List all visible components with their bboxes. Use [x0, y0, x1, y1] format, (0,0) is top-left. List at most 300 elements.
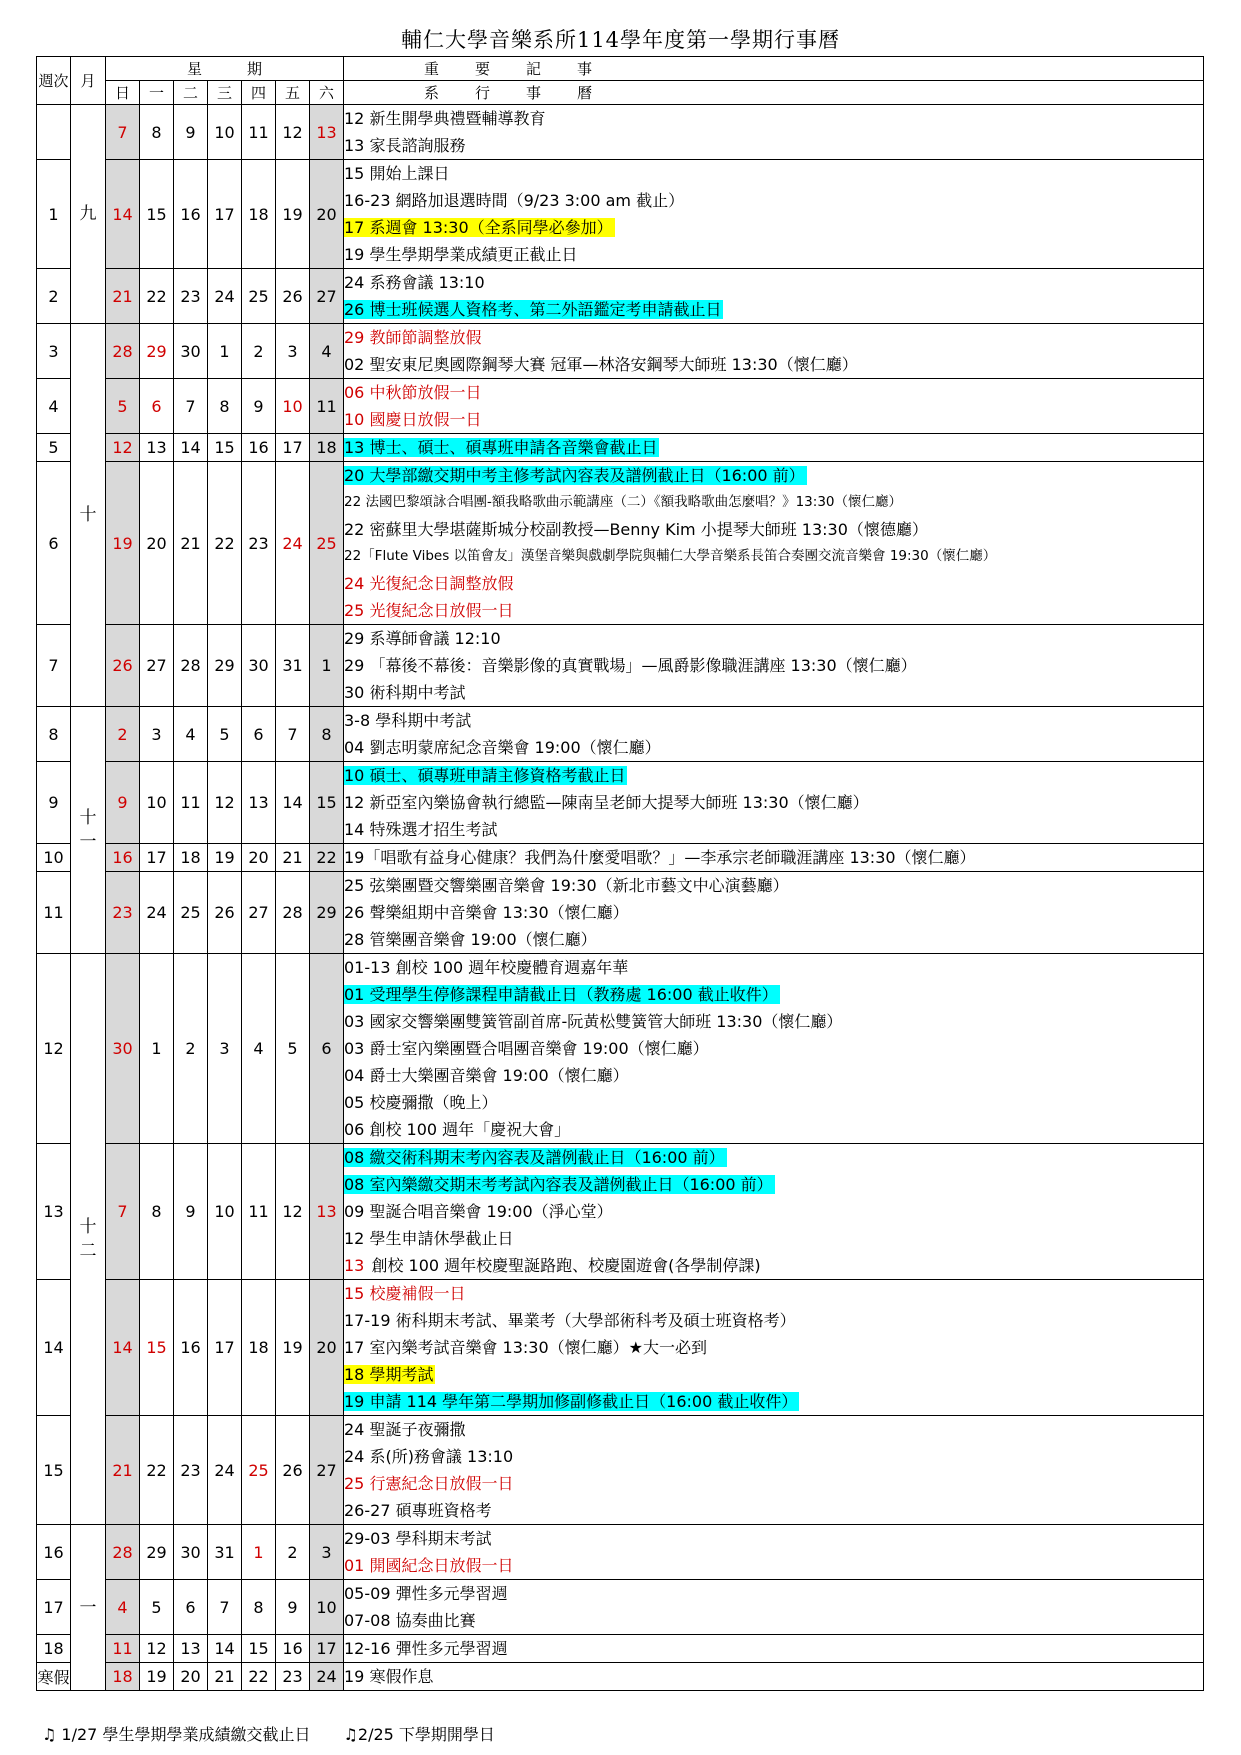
week-row	[37, 434, 1204, 462]
day-header-sun: 日	[106, 81, 140, 105]
event-text: 13 創校 100 週年校慶聖誕路跑、校慶園遊會(各學制停課)	[344, 1256, 761, 1275]
day-cell: 9	[106, 762, 140, 844]
event-line	[344, 872, 1203, 899]
day-cell: 20	[310, 1280, 344, 1416]
event-text: 24 聖誕子夜彌撒	[344, 1420, 466, 1439]
day-cell: 23	[174, 1416, 208, 1525]
day-header-fri: 五	[276, 81, 310, 105]
week-number: 18	[37, 1635, 71, 1663]
day-cell: 19	[276, 1280, 310, 1416]
day-header-sat: 六	[310, 81, 344, 105]
week-number: 6	[37, 462, 71, 625]
day-cell: 13	[310, 105, 344, 160]
day-cell: 12	[208, 762, 242, 844]
day-cell: 12	[276, 1144, 310, 1280]
event-text: 04 爵士大樂團音樂會 19:00（懷仁廳）	[344, 1066, 629, 1085]
event-text: 09 聖誕合唱音樂會 19:00（淨心堂）	[344, 1202, 613, 1221]
week-number: 14	[37, 1280, 71, 1416]
day-cell: 16	[276, 1635, 310, 1663]
event-line	[344, 707, 1203, 734]
week-row	[37, 1635, 1204, 1663]
day-cell: 20	[140, 462, 174, 625]
day-cell: 4	[310, 324, 344, 379]
event-text: 22 法國巴黎頌詠合唱團-額我略歌曲示範講座（二）《額我略歌曲怎麼唱？》13:30（懷仁廳）	[344, 494, 902, 510]
day-cell: 24	[310, 1663, 344, 1691]
event-line	[344, 1035, 1203, 1062]
event-text: 13 家長諮詢服務	[344, 136, 466, 155]
week-number: 8	[37, 707, 71, 762]
event-line	[344, 269, 1203, 296]
event-text: 22「Flute Vibes 以笛會友」漢堡音樂與戲劇學院與輔仁大學音樂系長笛合奏團交流音樂會 19:30（懷仁廳）	[344, 548, 997, 564]
event-line	[344, 241, 1203, 268]
day-cell: 17	[310, 1635, 344, 1663]
day-cell: 8	[140, 1144, 174, 1280]
day-cell: 24	[276, 462, 310, 625]
day-cell: 29	[208, 625, 242, 707]
event-line	[344, 1225, 1203, 1252]
day-cell: 13	[140, 434, 174, 462]
event-line	[344, 379, 1203, 406]
day-cell: 3	[276, 324, 310, 379]
event-text: 24 系務會議 13:10	[344, 273, 485, 292]
week-number: 2	[37, 269, 71, 324]
event-text: 3-8 學科期中考試	[344, 711, 472, 730]
important-header: 重 要 記 事	[344, 57, 1204, 81]
day-cell: 1	[310, 625, 344, 707]
events-cell	[344, 269, 1204, 324]
day-cell: 2	[106, 707, 140, 762]
event-line	[344, 899, 1203, 926]
week-header: 週次	[37, 57, 71, 105]
day-cell: 24	[208, 1416, 242, 1525]
day-cell: 4	[106, 1580, 140, 1635]
day-cell: 26	[106, 625, 140, 707]
event-line	[344, 1580, 1203, 1607]
event-line	[344, 1497, 1203, 1524]
event-text: 24 光復紀念日調整放假	[344, 574, 514, 593]
day-cell: 17	[276, 434, 310, 462]
day-cell: 28	[106, 324, 140, 379]
day-cell: 31	[276, 625, 310, 707]
day-cell: 29	[140, 324, 174, 379]
day-cell: 28	[174, 625, 208, 707]
event-line	[344, 1116, 1203, 1143]
day-cell: 24	[208, 269, 242, 324]
event-date-prefix: 13	[344, 1256, 365, 1275]
event-line	[344, 734, 1203, 761]
event-text: 10 國慶日放假一日	[344, 410, 482, 429]
dept-header: 系 行 事 曆	[344, 81, 1204, 105]
day-cell: 23	[276, 1663, 310, 1691]
week-row	[37, 844, 1204, 872]
week-number: 13	[37, 1144, 71, 1280]
week-row	[37, 324, 1204, 379]
day-cell: 6	[174, 1580, 208, 1635]
events-cell	[344, 1635, 1204, 1663]
day-cell: 15	[140, 1280, 174, 1416]
event-line	[344, 351, 1203, 378]
day-cell: 27	[140, 625, 174, 707]
day-cell: 21	[174, 462, 208, 625]
event-line	[344, 762, 1203, 789]
event-text: 03 爵士室內樂團暨合唱團音樂會 19:00（懷仁廳）	[344, 1039, 709, 1058]
events-cell	[344, 872, 1204, 954]
week-number: 寒假	[37, 1663, 71, 1691]
event-line	[344, 434, 1203, 461]
day-cell: 10	[140, 762, 174, 844]
day-cell: 27	[310, 1416, 344, 1525]
footer-note-grades: ♫ 1/27 學生學期學業成績繳交截止日	[42, 1725, 311, 1744]
day-cell: 2	[276, 1525, 310, 1580]
event-line	[344, 816, 1203, 843]
day-cell: 21	[106, 1416, 140, 1525]
day-cell: 18	[310, 434, 344, 462]
day-cell: 14	[208, 1635, 242, 1663]
event-text: 29 教師節調整放假	[344, 328, 482, 347]
day-cell: 5	[276, 954, 310, 1144]
month-cell	[71, 1525, 106, 1691]
week-number: 16	[37, 1525, 71, 1580]
event-text: 28 管樂團音樂會 19:00（懷仁廳）	[344, 930, 597, 949]
day-cell: 25	[174, 872, 208, 954]
week-number: 5	[37, 434, 71, 462]
month-cell	[71, 105, 106, 324]
day-cell: 20	[242, 844, 276, 872]
day-cell: 29	[140, 1525, 174, 1580]
events-cell	[344, 324, 1204, 379]
day-cell: 31	[208, 1525, 242, 1580]
day-cell: 28	[106, 1525, 140, 1580]
event-text: 12-16 彈性多元學習週	[344, 1639, 508, 1658]
week-row	[37, 269, 1204, 324]
weekday-group-header: 星 期	[106, 57, 344, 81]
day-cell: 1	[242, 1525, 276, 1580]
month-label: 十	[79, 505, 97, 525]
month-label: 一	[79, 1597, 97, 1618]
day-cell: 5	[106, 379, 140, 434]
day-cell: 14	[276, 762, 310, 844]
day-cell: 13	[310, 1144, 344, 1280]
day-cell: 14	[106, 1280, 140, 1416]
event-line	[344, 1171, 1203, 1198]
event-text: 25 行憲紀念日放假一日	[344, 1474, 514, 1493]
day-cell: 23	[242, 462, 276, 625]
day-cell: 21	[208, 1663, 242, 1691]
day-cell: 7	[276, 707, 310, 762]
day-cell: 30	[174, 324, 208, 379]
event-text: 14 特殊選才招生考試	[344, 820, 498, 839]
day-cell: 4	[242, 954, 276, 1144]
event-line	[344, 652, 1203, 679]
day-cell: 14	[106, 160, 140, 269]
event-text: 19 寒假作息	[344, 1667, 434, 1686]
event-line	[344, 1388, 1203, 1415]
event-text: 05 校慶彌撒（晚上）	[344, 1093, 498, 1112]
day-cell: 10	[310, 1580, 344, 1635]
day-cell: 17	[208, 1280, 242, 1416]
day-header-thu: 四	[242, 81, 276, 105]
day-cell: 11	[242, 1144, 276, 1280]
day-cell: 17	[140, 844, 174, 872]
day-cell: 11	[310, 379, 344, 434]
events-cell	[344, 707, 1204, 762]
day-cell: 5	[208, 707, 242, 762]
event-text: 07-08 協奏曲比賽	[344, 1611, 476, 1630]
event-text: 29 系導師會議 12:10	[344, 629, 501, 648]
week-row	[37, 954, 1204, 1144]
week-row	[37, 625, 1204, 707]
event-text: 19 學生學期學業成績更正截止日	[344, 245, 578, 264]
events-cell	[344, 1525, 1204, 1580]
day-cell: 11	[242, 105, 276, 160]
event-text: 03 國家交響樂團雙簧管副首席-阮黃松雙簧管大師班 13:30（懷仁廳）	[344, 1012, 843, 1031]
day-cell: 22	[140, 269, 174, 324]
event-text: 16-23 網路加退選時間（9/23 3:00 am 截止）	[344, 191, 685, 210]
week-row	[37, 1280, 1204, 1416]
event-line	[344, 1280, 1203, 1307]
footer-note-semester-start: ♫2/25 下學期開學日	[343, 1725, 495, 1744]
events-cell	[344, 1144, 1204, 1280]
event-text: 19「唱歌有益身心健康？我們為什麼愛唱歌？」—李承宗老師職涯講座 13:30（懷仁廳）	[344, 848, 976, 867]
day-cell: 8	[310, 707, 344, 762]
events-cell	[344, 844, 1204, 872]
day-cell: 4	[174, 707, 208, 762]
week-row	[37, 1663, 1204, 1691]
event-line	[344, 1525, 1203, 1552]
month-label: 十一	[79, 808, 97, 852]
day-cell: 16	[106, 844, 140, 872]
day-cell: 22	[140, 1416, 174, 1525]
event-text: 15 校慶補假一日	[344, 1284, 466, 1303]
week-number: 9	[37, 762, 71, 844]
day-cell: 15	[208, 434, 242, 462]
week-row	[37, 1416, 1204, 1525]
week-number: 4	[37, 379, 71, 434]
week-number: 7	[37, 625, 71, 707]
events-cell	[344, 954, 1204, 1144]
event-line	[344, 1663, 1203, 1690]
event-line	[344, 1607, 1203, 1634]
day-cell: 16	[174, 1280, 208, 1416]
week-number: 11	[37, 872, 71, 954]
event-text: 12 新生開學典禮暨輔導教育	[344, 109, 546, 128]
day-cell: 26	[276, 269, 310, 324]
day-cell: 19	[140, 1663, 174, 1691]
footer-notes	[42, 1722, 523, 1745]
event-line	[344, 1198, 1203, 1225]
event-text: 15 開始上課日	[344, 164, 450, 183]
event-text: 06 中秋節放假一日	[344, 383, 482, 402]
event-text: 20 大學部繳交期中考主修考試內容表及譜例截止日（16:00 前）	[344, 466, 805, 485]
event-text: 10 碩士、碩專班申請主修資格考截止日	[344, 766, 626, 785]
day-cell: 5	[140, 1580, 174, 1635]
event-text: 08 繳交術科期末考內容表及譜例截止日（16:00 前）	[344, 1148, 725, 1167]
day-cell: 27	[242, 872, 276, 954]
month-label: 九	[79, 204, 97, 224]
day-cell: 25	[242, 269, 276, 324]
week-row	[37, 105, 1204, 160]
event-text: 17 室內樂考試音樂會 13:30（懷仁廳）★大一必到	[344, 1338, 707, 1357]
event-text: 01-13 創校 100 週年校慶體育週嘉年華	[344, 958, 629, 977]
month-cell	[71, 324, 106, 707]
day-cell: 30	[106, 954, 140, 1144]
day-cell: 25	[310, 462, 344, 625]
day-cell: 11	[174, 762, 208, 844]
event-line	[344, 132, 1203, 159]
day-cell: 3	[140, 707, 174, 762]
day-cell: 18	[106, 1663, 140, 1691]
event-line	[344, 160, 1203, 187]
event-line	[344, 489, 1203, 516]
event-text: 24 系(所)務會議 13:10	[344, 1447, 514, 1466]
event-text: 26 博士班候選人資格考、第二外語鑑定考申請截止日	[344, 300, 722, 319]
event-line	[344, 1470, 1203, 1497]
event-line	[344, 926, 1203, 953]
events-cell	[344, 160, 1204, 269]
week-number: 10	[37, 844, 71, 872]
event-text: 12 新亞室內樂協會執行總監—陳南呈老師大提琴大師班 13:30（懷仁廳）	[344, 793, 869, 812]
day-cell: 8	[242, 1580, 276, 1635]
event-text: 18 學期考試	[344, 1365, 434, 1384]
event-line	[344, 1008, 1203, 1035]
day-cell: 18	[242, 1280, 276, 1416]
day-cell: 8	[208, 379, 242, 434]
day-cell: 19	[106, 462, 140, 625]
day-cell: 9	[174, 1144, 208, 1280]
day-cell: 18	[174, 844, 208, 872]
event-line	[344, 462, 1203, 489]
day-cell: 9	[174, 105, 208, 160]
month-cell	[71, 707, 106, 954]
event-line	[344, 570, 1203, 597]
day-cell: 6	[242, 707, 276, 762]
day-cell: 26	[276, 1416, 310, 1525]
event-text: 01 開國紀念日放假一日	[344, 1556, 514, 1575]
day-cell: 7	[106, 1144, 140, 1280]
event-text: 29 「幕後不幕後：音樂影像的真實戰場」—風爵影像職涯講座 13:30（懷仁廳）	[344, 656, 917, 675]
events-cell	[344, 1580, 1204, 1635]
event-line	[344, 597, 1203, 624]
day-cell: 22	[208, 462, 242, 625]
event-text: 25 光復紀念日放假一日	[344, 601, 514, 620]
day-cell: 2	[242, 324, 276, 379]
day-cell: 21	[276, 844, 310, 872]
events-cell	[344, 1663, 1204, 1691]
day-cell: 26	[208, 872, 242, 954]
events-cell	[344, 1416, 1204, 1525]
event-line	[344, 296, 1203, 323]
event-text: 05-09 彈性多元學習週	[344, 1584, 508, 1603]
event-line	[344, 543, 1203, 570]
day-cell: 12	[276, 105, 310, 160]
event-line	[344, 324, 1203, 351]
event-text: 22 密蘇里大學堪薩斯城分校副教授—Benny Kim 小提琴大師班 13:30（懷德廳）	[344, 520, 928, 539]
day-cell: 22	[310, 844, 344, 872]
day-cell: 24	[140, 872, 174, 954]
calendar-table	[36, 56, 1204, 1691]
day-header-tue: 二	[174, 81, 208, 105]
event-line	[344, 1307, 1203, 1334]
day-cell: 6	[310, 954, 344, 1144]
month-label: 十二	[79, 1217, 97, 1261]
day-cell: 30	[242, 625, 276, 707]
day-cell: 6	[140, 379, 174, 434]
day-cell: 8	[140, 105, 174, 160]
day-cell: 15	[242, 1635, 276, 1663]
day-cell: 16	[174, 160, 208, 269]
event-line	[344, 679, 1203, 706]
events-cell	[344, 762, 1204, 844]
day-cell: 12	[140, 1635, 174, 1663]
event-text: 25 弦樂團暨交響樂團音樂會 19:30（新北市藝文中心演藝廳）	[344, 876, 789, 895]
day-cell: 21	[106, 269, 140, 324]
event-line	[344, 105, 1203, 132]
day-cell: 18	[242, 160, 276, 269]
event-line	[344, 214, 1203, 241]
week-row	[37, 707, 1204, 762]
day-cell: 23	[174, 269, 208, 324]
event-text: 12 學生申請休學截止日	[344, 1229, 514, 1248]
day-cell: 15	[310, 762, 344, 844]
event-line	[344, 844, 1203, 871]
events-cell	[344, 625, 1204, 707]
day-cell: 1	[208, 324, 242, 379]
event-line	[344, 1552, 1203, 1579]
events-cell	[344, 462, 1204, 625]
day-cell: 7	[208, 1580, 242, 1635]
event-text: 26-27 碩專班資格考	[344, 1501, 492, 1520]
event-line	[344, 1443, 1203, 1470]
day-cell: 7	[106, 105, 140, 160]
event-line	[344, 625, 1203, 652]
day-header-wed: 三	[208, 81, 242, 105]
event-line	[344, 406, 1203, 433]
event-text: 02 聖安東尼奧國際鋼琴大賽 冠軍—林洛安鋼琴大師班 13:30（懷仁廳）	[344, 355, 858, 374]
event-text: 30 術科期中考試	[344, 683, 466, 702]
day-cell: 19	[276, 160, 310, 269]
day-cell: 19	[208, 844, 242, 872]
week-number: 1	[37, 160, 71, 269]
day-cell: 16	[242, 434, 276, 462]
day-cell: 10	[276, 379, 310, 434]
day-cell: 30	[174, 1525, 208, 1580]
event-text: 01 受理學生停修課程申請截止日（教務處 16:00 截止收件）	[344, 985, 778, 1004]
day-cell: 22	[242, 1663, 276, 1691]
day-cell: 7	[174, 379, 208, 434]
day-cell: 1	[140, 954, 174, 1144]
day-cell: 15	[140, 160, 174, 269]
event-line	[344, 516, 1203, 543]
week-row	[37, 872, 1204, 954]
event-line	[344, 789, 1203, 816]
events-cell	[344, 379, 1204, 434]
day-cell: 23	[106, 872, 140, 954]
events-cell	[344, 105, 1204, 160]
week-number: 12	[37, 954, 71, 1144]
month-header: 月	[71, 57, 106, 105]
day-cell: 17	[208, 160, 242, 269]
week-row	[37, 1580, 1204, 1635]
day-cell: 29	[310, 872, 344, 954]
week-row	[37, 379, 1204, 434]
day-cell: 10	[208, 105, 242, 160]
week-row	[37, 462, 1204, 625]
day-cell: 10	[208, 1144, 242, 1280]
week-row	[37, 1144, 1204, 1280]
page-title: 輔仁大學音樂系所114學年度第一學期行事曆	[400, 28, 841, 52]
event-line	[344, 1416, 1203, 1443]
day-cell: 9	[242, 379, 276, 434]
